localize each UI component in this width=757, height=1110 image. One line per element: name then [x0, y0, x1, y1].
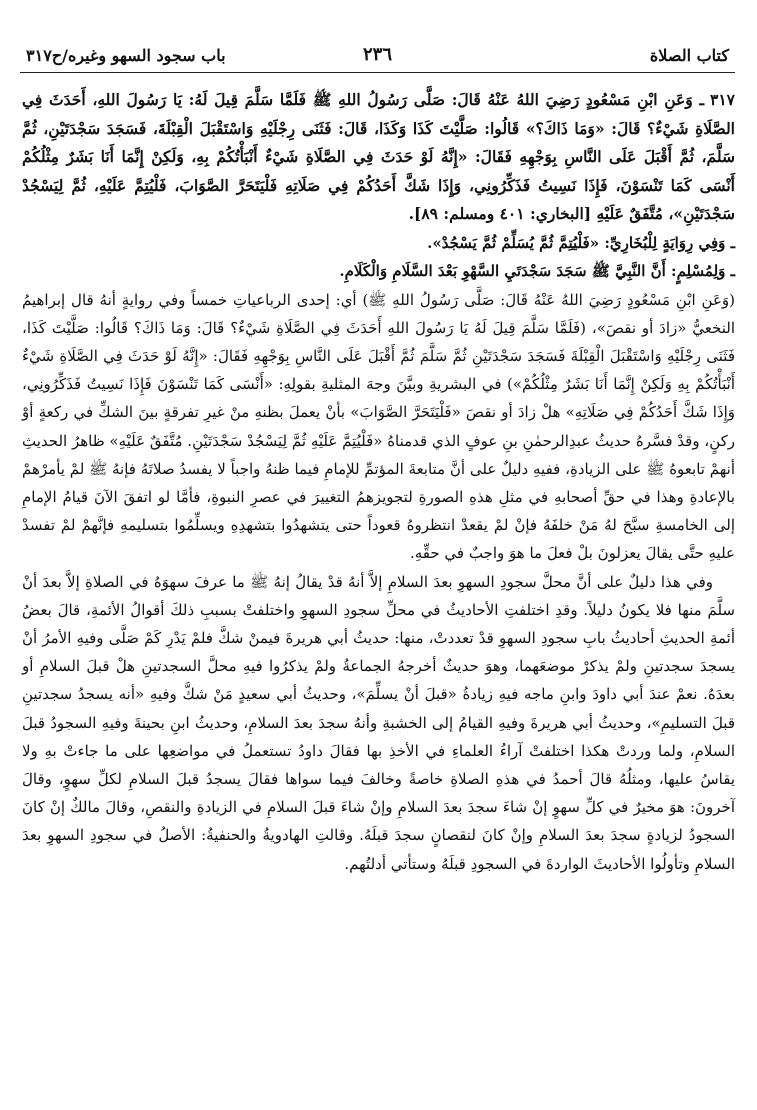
page-header — [20, 40, 735, 70]
variant-bukhari: ـ وَفِي رِوَايَةٍ لِلْبُخَارِيِّ: «فَلْيُتِمَّ ثُمَّ يُسَلِّمْ ثُمَّ يَسْجُدْ». — [427, 233, 735, 252]
commentary-paragraph: (وَعَنِ ابْنِ مَسْعُودٍ رَضِيَ اللهُ عَنْهُ قَالَ: صَلَّى رَسُولُ اللهِ ﷺ) أي: إحدى الرباعياتِ خمساً وفي روايةٍ أنهُ قال إبراهيمُ النخعيُّ «زادَ أو نقصَ»، (فَلَمَّا سَلَّمَ قِيلَ لَهُ يَا رَسُولَ اللهِ أَحَدَثَ فِي الصَّلَاةِ شَيْءٌ؟ قَالَ: وَمَا ذَاكَ؟ قَالُوا: صَلَّيْتَ كَذَا، فَثَنَى رِجْلَيْهِ وَاسْتَقْبَلَ الْقِبْلَةَ فَسَجَدَ سَجْدَتَيْنِ ثُمَّ سَلَّمَ ثُمَّ أَقْبَلَ عَلَى النَّاسِ بِوَجْهِهِ فَقَالَ: «إِنَّهُ لَوْ حَدَثَ فِي الصَّلَاةِ شَيْءٌ أَنْبَأْتُكُمْ بِهِ وَلَكِنْ إِنَّمَا أَنَا بَشَرٌ مِثْلُكُمْ») في البشريةِ وبيَّنَ وجهَ المثليةِ بقولِهِ: «أَنْسَى كَمَا تَنْسَوْنَ فَإِذَا نَسِيتُ فَذَكِّرُونِي، وَإِذَا شَكَّ أَحَدُكُمْ فِي صَلَاتِهِ» هلْ زادَ أو نقصَ «فَلْيَتَحَرَّ الصَّوَابَ» بأنْ يعملَ بظنهِ منْ غيرِ تفرقةٍ بينَ الشكِّ في ركعةٍ أوْ ركنٍ، وقدْ فسَّرهُ حديثُ عبدِالرحمٰنِ بنِ عوفٍ الذي قدمناهُ «فَلْيُتِمَّ عَلَيْهِ ثُمَّ لِيَسْجُدْ سَجْدَتَيْنِ. مُتَّفَقٌ عَلَيْهِ» ظاهرُ الحديثِ أنهمْ تابعوهُ ﷺ على الزيادةِ، ففيهِ دليلٌ على أنَّ متابعةَ المؤتمِّ للإمامِ فيما ظنهُ واجباً لا يفسدُ صلاتَهُ فإنهُ ﷺ لمْ يأمرْهمْ بالإعادةِ وهذا في حقِّ أصحابهِ في مثلِ هذهِ الصورةِ لتجويزهمُ التغييرَ في عصرِ النبوةِ، فأمَّا لو اتفقَ الآنَ قيامُ الإمامِ إلى الخامسةِ سبَّحَ لهُ مَنْ خلفَهُ فإنْ لمْ يقعدْ انتظروهُ قعوداً حتى يتشهدُوا بتشهدِهِ ويسلِّمُوا بتسليمهِ فإنَّهمْ لمْ تفسدْ عليهِ حتَّى يقالَ يعزلونَ بلْ فعلَ ما هوَ واجبٌ في حقِّهِ. — [22, 290, 735, 563]
chapter-title: كتاب الصلاة — [649, 46, 729, 65]
hadith-text: ـ وَعَنِ ابْنِ مَسْعُودٍ رَضِيَ اللهُ عَنْهُ قَالَ: صَلَّى رَسُولُ اللهِ ﷺ فَلَمَّا سَلَّمَ قِيلَ لَهُ: يَا رَسُولَ اللهِ، أَحَدَثَ فِي الصَّلَاةِ شَيْءٌ؟ قَالَ: «وَمَا ذَاكَ؟» قَالُوا: صَلَّيْتَ كَذَا وَكَذَا، قَالَ: فَثَنَى رِجْلَيْهِ وَاسْتَقْبَلَ الْقِبْلَةَ، فَسَجَدَ سَجْدَتَيْنِ، ثُمَّ سَلَّمَ، ثُمَّ أَقْبَلَ عَلَى النَّاسِ بِوَجْهِهِ فَقَالَ: «إِنَّهُ لَوْ حَدَثَ فِي الصَّلَاةِ شَيْءٌ أَنْبَأْتُكُمْ بِهِ، وَلَكِنْ إِنَّمَا أَنَا بَشَرٌ مِثْلُكُمْ أَنْسَى كَمَا تَنْسَوْنَ، فَإِذَا نَسِيتُ فَذَكِّرُونِي، وَإِذَا شَكَّ أَحَدُكُمْ فِي صَلَاتِهِ فَلْيَتَحَرَّ الصَّوَابَ، فَلْيُتِمَّ عَلَيْهِ، ثُمَّ لِيَسْجُدْ سَجْدَتَيْنِ»، مُتَّفَقٌ عَلَيْهِ [البخاري: ٤٠١ ومسلم: ٨٩]. — [22, 90, 735, 223]
variant-muslim: ـ وَلِمُسْلِمٍ: أَنَّ النَّبِيَّ ﷺ سَجَدَ سَجْدَتَيِ السَّهْوِ بَعْدَ السَّلَامِ وَالْكَلَامِ. — [339, 262, 735, 280]
section-title: باب سجود السهو وغيره/ح٣١٧ — [26, 46, 226, 65]
page-number: ٢٣٦ — [362, 44, 393, 65]
commentary-paragraph: وفي هذا دليلٌ على أنَّ محلَّ سجودِ السهوِ بعدَ السلامِ إلاَّ أنهُ قدْ يقالُ إنهُ ﷺ ما عرفَ سهوَهُ في الصلاةِ إلاَّ بعدَ أنْ سلَّمَ منها فلا يكونُ دليلاً. وقدِ اختلفتِ الأحاديثُ في محلِّ سجودِ السهوِ واختلفتْ بسببِ ذلكَ أقوالُ الأئمةِ، قالَ بعضُ أئمةِ الحديثِ أحاديثُ بابِ سجودِ السهوِ قدْ تعددتْ، منها: حديثُ أبي هريرةَ فيمنْ شكَّ فلمْ يَدْرِ كَمْ صَلَّى وفيهِ الأمرُ أنْ يسجدَ سجدتينِ ولمْ يذكرْ موضعَهما، وهوَ حديثٌ أخرجهُ الجماعةُ ولمْ يذكرُوا فيهِ محلَّ السجدتينِ هلْ قبلَ السلامِ أو بعدَهُ. نعمْ عندَ أبي داودَ وابنِ ماجه فيهِ زيادةُ «قبلَ أنْ يسلِّمَ»، وحديثُ أبي سعيدٍ مَنْ شكَّ وفيهِ «أنه يسجدُ سجدتينِ قبلَ التسليمِ»، وحديثُ أبي هريرةَ وفيهِ القيامُ إلى الخشبةِ وأنهُ سجدَ بعدَ السلامِ، وحديثُ ابنِ بحينةَ وفيهِ السجودُ قبلَ السلامِ، ولما وردتْ هكذا اختلفتْ آراءُ العلماءِ في الأخذِ بها فقالَ داودُ تستعملُ في مواضعِها على ما جاءتْ بهِ ولا يقاسُ عليها، ومثلُهُ قالَ أحمدُ في هذهِ الصلاةِ خاصةً وخالفَ فيما سواها فقالَ يسجدُ قبلَ السلامِ لكلِّ سهوٍ، وقالَ آخرونَ: هوَ مخيرٌ في كلِّ سهوٍ إنْ شاءَ سجدَ بعدَ السلامِ وإنْ شاءَ قبلَ السلامِ في الزيادةِ والنقصِ، وقالَ مالكٌ إنْ كانَ السجودُ لزيادةٍ سجدَ بعدَ السلامِ وإنْ كانَ لنقصانٍ سجدَ قبلَهُ. وقالتِ الهادويةُ والحنفيةُ: الأصلُ في سجودِ السهوِ بعدَ السلامِ وتأولُوا الأحاديثَ الواردةَ في السجودِ قبلَهُ وستأتي أدلتُهم. — [22, 572, 735, 873]
hadith-block — [22, 86, 735, 229]
header-divider — [20, 72, 735, 73]
page-body — [22, 86, 735, 1102]
hadith-number: ٣١٧ — [710, 90, 735, 109]
